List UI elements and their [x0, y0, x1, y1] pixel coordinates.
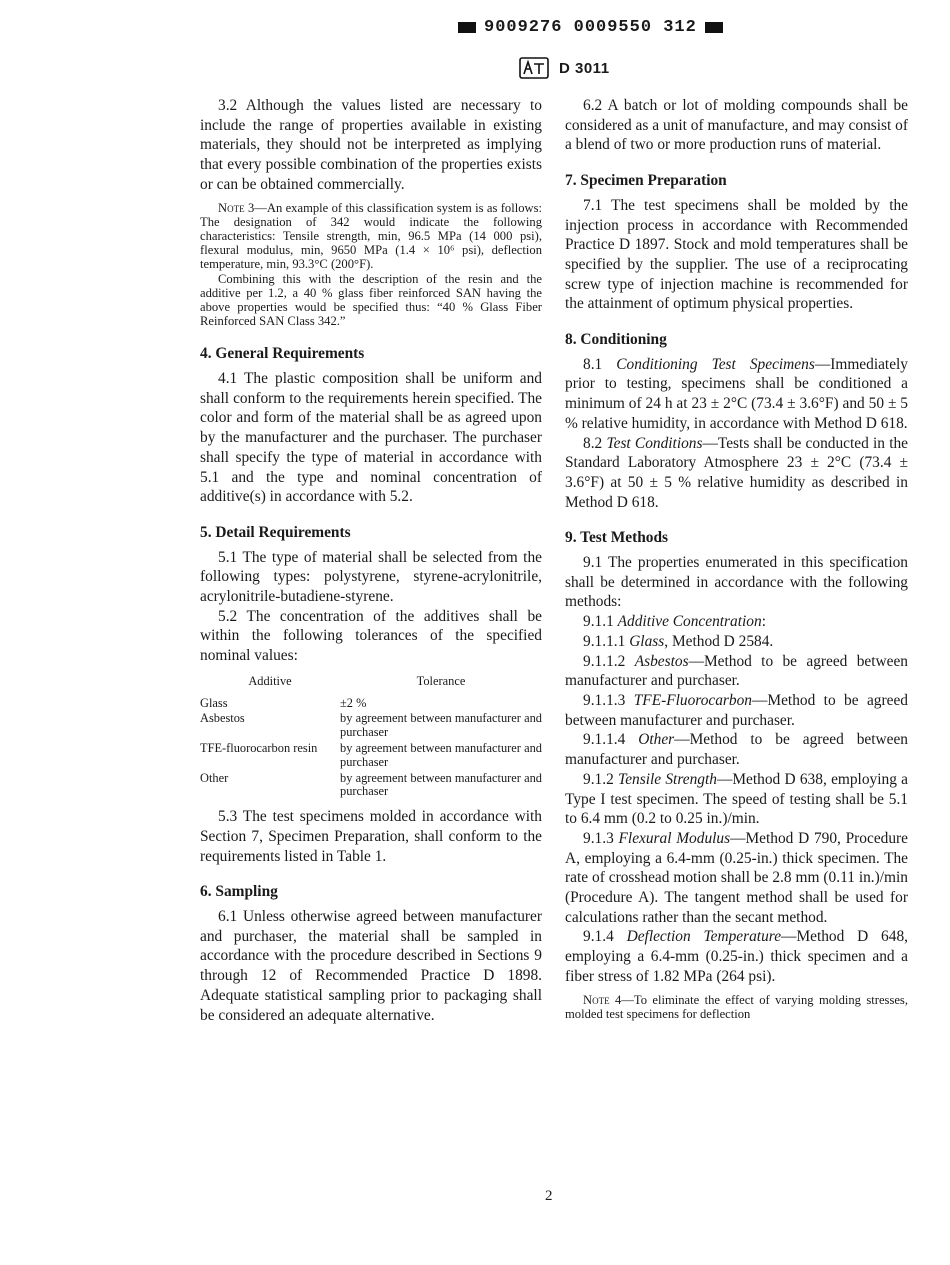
barcode-block-right — [705, 22, 723, 33]
additive-cell: Other — [200, 770, 229, 785]
paragraph-9-1-1: 9.1.1 Additive Concentration: — [583, 613, 766, 631]
paragraph-8-2: 8.2 Test Conditions—Tests shall be conducted in the Standard Laboratory Atmosphere 23 ± 2°C (73.4 ± 3.6°F) at 50 ± 5 % relative humidity as described in Method D 618. — [565, 434, 908, 511]
table-header-tolerance: Tolerance — [416, 673, 466, 688]
section-6-heading: 6. Sampling — [200, 883, 278, 901]
paragraph-8-2-title: Test Conditions — [606, 434, 703, 452]
paragraph-9-1-3: 9.1.3 Flexural Modulus—Method D 790, Procedure A, employing a 6.4-mm (0.25-in.) thick specimen. The rate of crosshead motion shall be 2.8 mm (0.11 in.)/min (Procedure A). The tangent method shall be used for calculations rather than the secant method. — [565, 829, 908, 926]
tolerance-table — [200, 674, 542, 801]
tolerance-cell: by agreement between manufacturer and purchaser — [340, 711, 542, 740]
document-id: D 3011 — [559, 59, 610, 77]
page-number: 2 — [545, 1188, 553, 1204]
note-3-text: —An example of this classification system is as follows: The designation of 342 would indicate the following characteristics: Tensile strength, min, 96.5 MPa (14 000 psi), flexural modulus, min, 9650 MPa (1.4 × 10⁶ psi), deflection temperature, min, 93.3°C (200°F). — [200, 200, 542, 272]
section-9-heading: 9. Test Methods — [565, 529, 669, 547]
paragraph-9-1-1-4: 9.1.1.4 Other—Method to be agreed between manufacturer and purchaser. — [565, 731, 908, 769]
paragraph-8-1-title: Conditioning Test Specimens — [616, 355, 815, 373]
paragraph-5-3: 5.3 The test specimens molded in accordance with Section 7, Specimen Preparation, shall conform to the requirements listed in Table 1. — [200, 808, 542, 865]
note-4-text: —To eliminate the effect of varying molding stresses, molded test specimens for deflection — [565, 992, 908, 1021]
note-3-continuation: Combining this with the description of the resin and the additive per 1.2, a 40 % glass fiber reinforced SAN having the above properties would be specified thus: “40 % Glass Fiber Reinforced SAN Class 342.” — [200, 271, 542, 329]
section-8-heading: 8. Conditioning — [565, 331, 667, 349]
paragraph-9-1: 9.1 The properties enumerated in this specification shall be determined in accordance with the following methods: — [565, 554, 908, 611]
left-column — [200, 96, 542, 1025]
astm-logo-icon — [519, 56, 549, 80]
right-column — [565, 96, 908, 1021]
paragraph-3-2: 3.2 Although the values listed are necessary to include the range of properties available in existing materials, they should not be interpreted as implying that every possible combination of the properties exists or can be obtained commercially. — [200, 97, 542, 193]
paragraph-9-1-1-2: 9.1.1.2 Asbestos—Method to be agreed between manufacturer and purchaser. — [565, 652, 908, 690]
paragraph-7-1: 7.1 The test specimens shall be molded by the injection process in accordance with Recommended Practice D 1897. Stock and mold temperatures shall be specified by the supplier. The use of a reciprocating screw type of injection machine is recommended for the attainment of optimum physical properties. — [565, 196, 908, 313]
table-header-additive: Additive — [248, 673, 292, 688]
paragraph-6-1: 6.1 Unless otherwise agreed between manufacturer and purchaser, the material shall be sampled in accordance with the procedure described in Sections 9 through 12 of Recommended Practice D 1898. Adequate statistical sampling prior to packaging shall be considered an adequate alternative. — [200, 908, 542, 1024]
section-4-heading: 4. General Requirements — [200, 345, 365, 363]
paragraph-9-1-2: 9.1.2 Tensile Strength—Method D 638, employing a Type I test specimen. The speed of testing shall be 5.1 to 6.4 mm (0.2 to 0.25 in.)/min. — [565, 770, 908, 828]
document-header — [519, 56, 610, 80]
barcode-block-left — [458, 22, 476, 33]
paragraph-9-1-4: 9.1.4 Deflection Temperature—Method D 648, employing a 6.4-mm (0.25-in.) thick specimen and a fiber stress of 1.82 MPa (264 psi). — [565, 928, 908, 985]
paragraph-8-1: 8.1 Conditioning Test Specimens—Immediately prior to testing, specimens shall be conditioned a minimum of 24 h at 23 ± 2°C (73.4 ± 3.6°F) and 50 ± 5 % relative humidity, in accordance with Method D 618. — [565, 355, 908, 432]
paragraph-4-1: 4.1 The plastic composition shall be uniform and shall conform to the requirements herein specified. The color and form of the material shall be as agreed upon by the manufacturer and the purchaser. The purchaser shall specify the type of material in accordance with 5.1 and the type and nominal concentration of additive(s) in accordance with 5.2. — [200, 370, 542, 506]
table-row — [200, 742, 542, 772]
barcode-text: 9009276 0009550 312 — [484, 18, 697, 37]
note-4-label: Note 4 — [583, 992, 622, 1007]
paragraph-9-1-1-1: 9.1.1.1 Glass, Method D 2584. — [583, 632, 774, 650]
paragraph-5-1: 5.1 The type of material shall be selected from the following types: polystyrene, styrene-acrylonitrile, acrylonitrile-butadiene-styrene. — [200, 548, 542, 606]
paragraph-9-1-1-3: 9.1.1.3 TFE-Fluorocarbon—Method to be agreed between manufacturer and purchaser. — [565, 691, 908, 729]
tolerance-cell: ±2 % — [340, 695, 367, 710]
table-row — [200, 712, 542, 742]
paragraph-5-2: 5.2 The concentration of the additives shall be within the following tolerances of the specified nominal values: — [200, 607, 542, 665]
paragraph-6-2: 6.2 A batch or lot of molding compounds shall be considered as a unit of manufacture, and may consist of a blend of two or more production runs of material. — [565, 97, 908, 154]
section-5-heading: 5. Detail Requirements — [200, 523, 351, 541]
additive-cell: Glass — [200, 695, 228, 710]
tolerance-cell: by agreement between manufacturer and purchaser — [340, 741, 542, 769]
note-3 — [200, 201, 542, 329]
table-row — [200, 697, 542, 713]
note-4 — [565, 993, 908, 1021]
additive-cell: TFE-fluorocarbon resin — [200, 741, 318, 756]
tolerance-cell: by agreement between manufacturer and purchaser — [340, 770, 542, 799]
additive-cell: Asbestos — [200, 711, 245, 726]
barcode-line — [458, 18, 723, 37]
section-7-heading: 7. Specimen Preparation — [565, 172, 727, 190]
note-3-label: Note 3 — [218, 200, 255, 215]
table-row — [200, 772, 542, 802]
